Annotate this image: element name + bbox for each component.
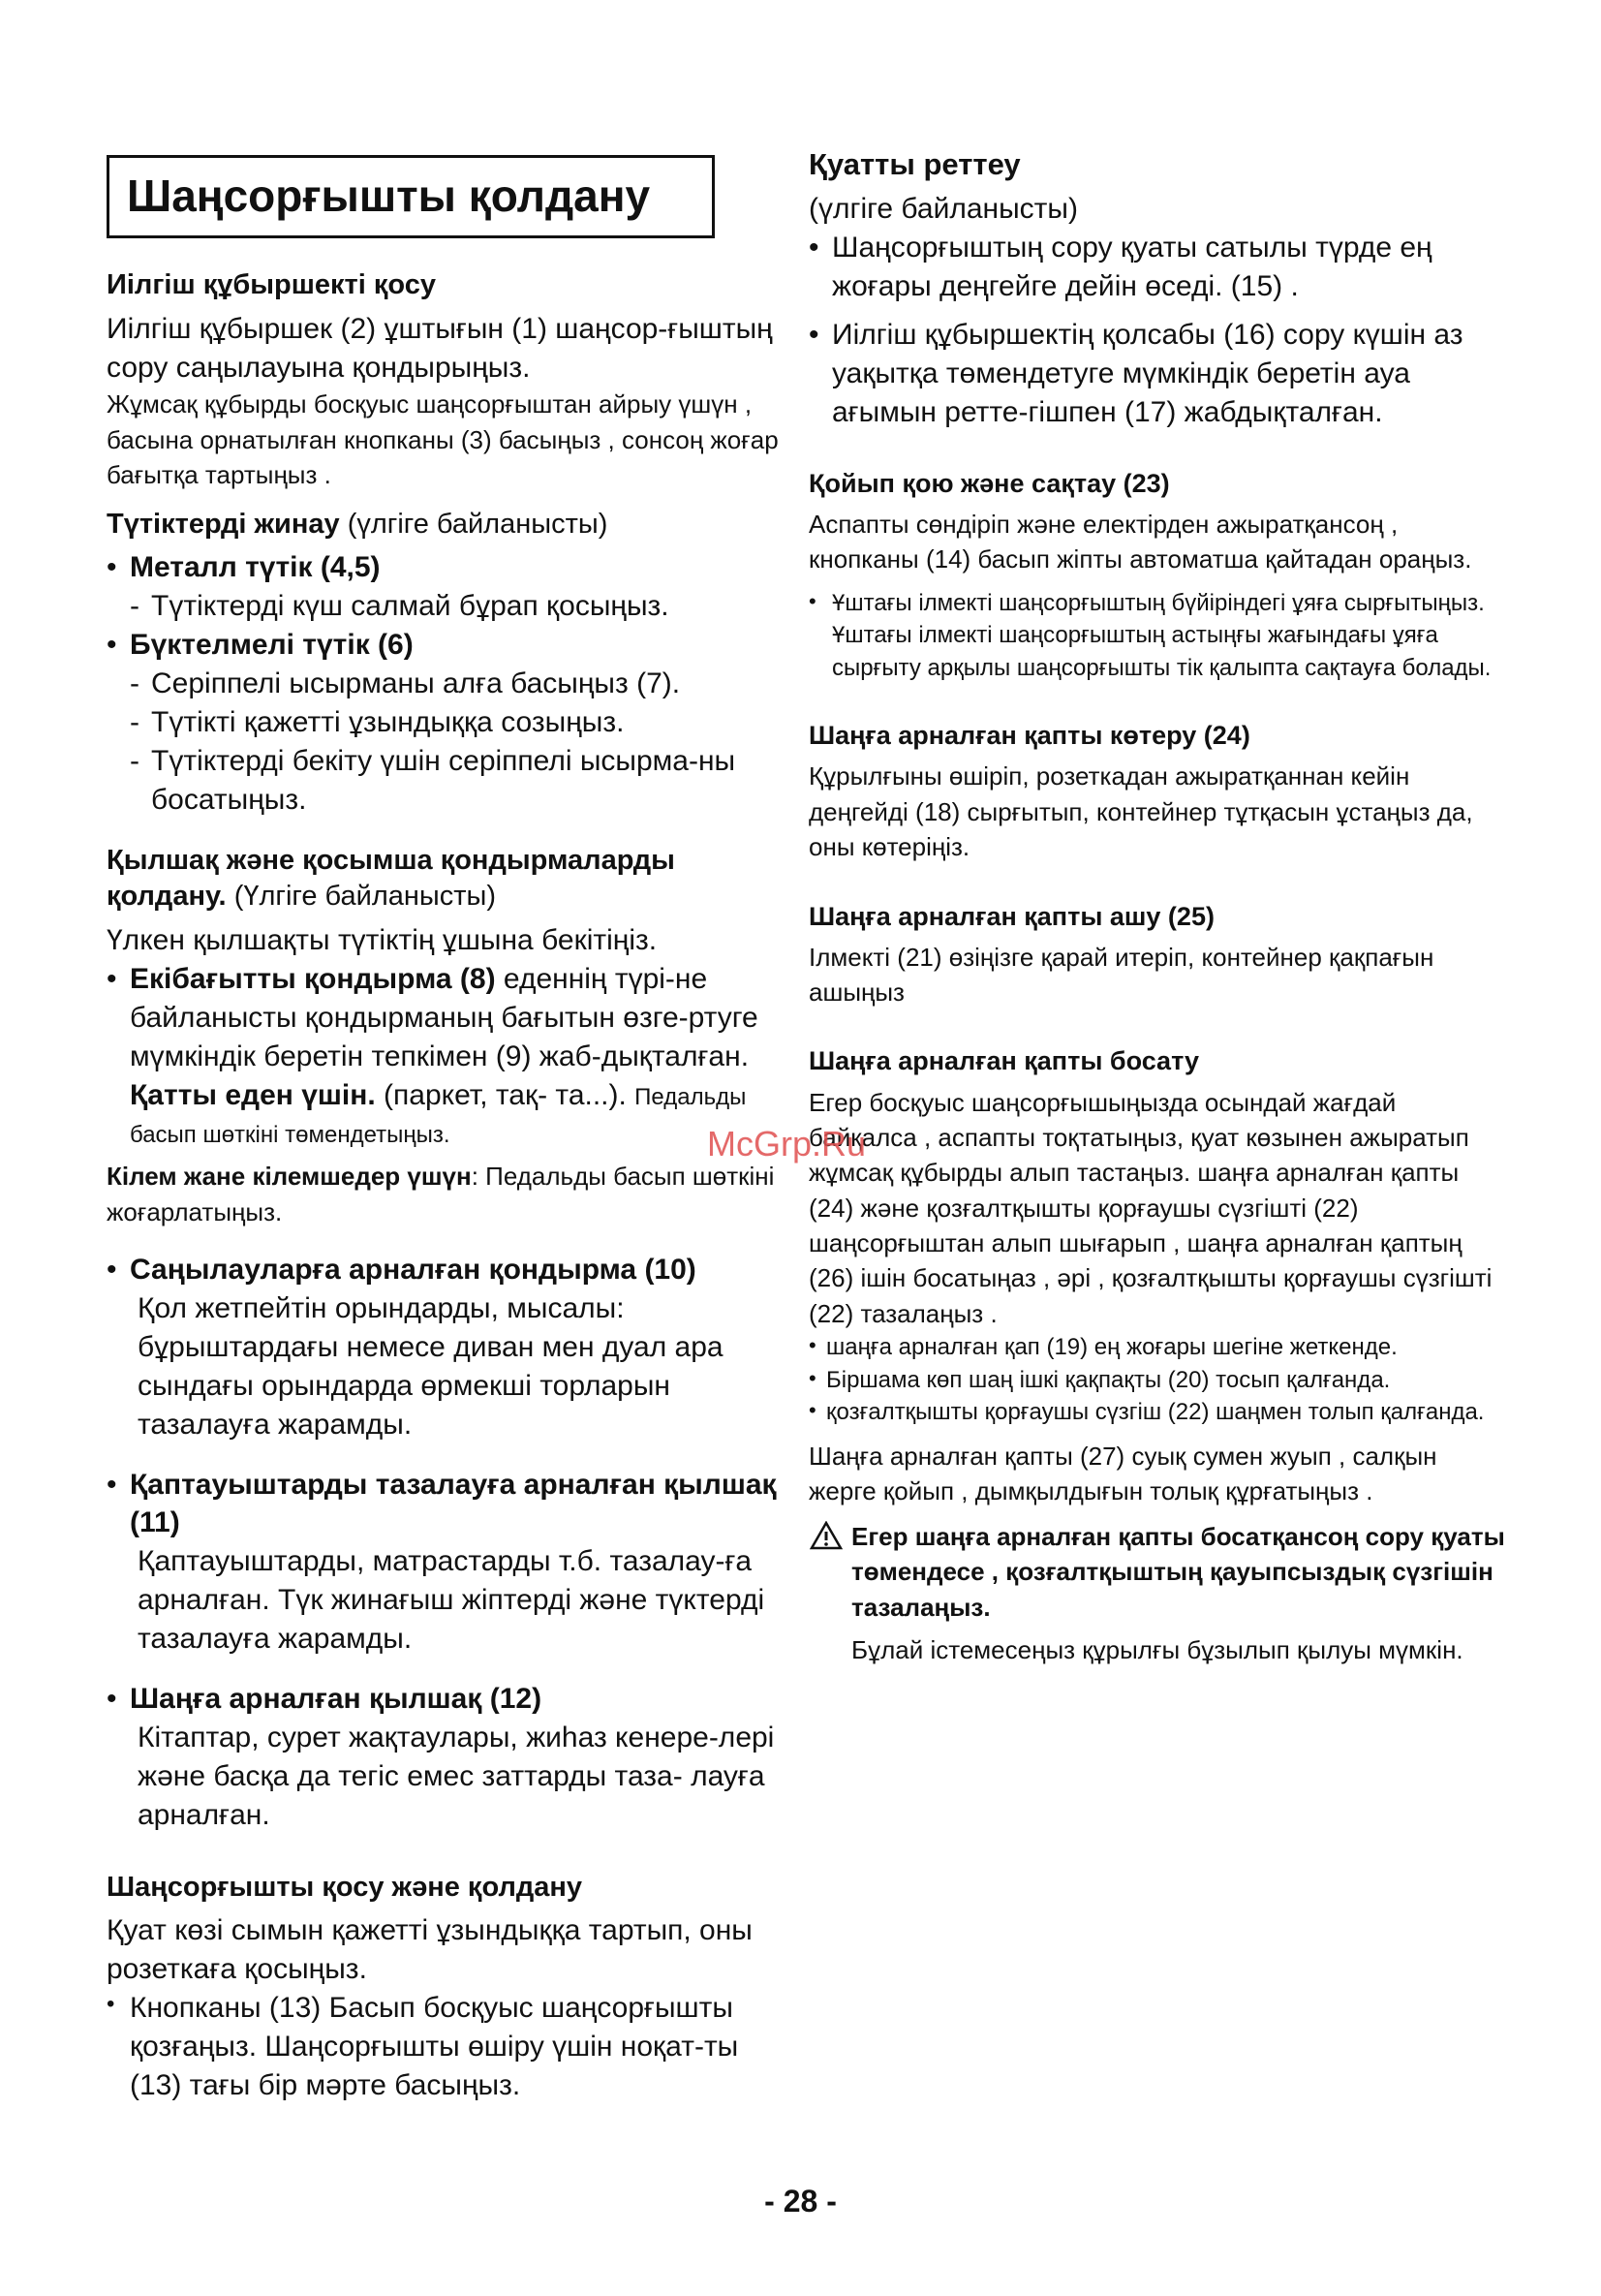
telescopic-line-3: - Түтіктерді бекіту үшін серіппелі ысырма-ны босатыңыз. [107,742,789,820]
left-column [107,145,789,2105]
two-way-nozzle-bullet: • Екібағытты қондырма (8) еденнің түрі-не байланысты қондырманың бағытын өзге-ртуге мүмкіндік беретін тепкімен (9) жаб-дықталған. Қатты еден үшін. (паркет, тақ- та...). Педальды басып шөткіні төмендетыңыз. [107,962,758,1149]
dust-brush-title: Шаңға арналған қылшақ (12) [130,1682,542,1715]
section-heading-empty-bag: Шаңға арналған қапты босату [809,1046,1199,1076]
empty-bag-subbullet-1-text: шаңға арналған қап (19) ең жоғары шегіне жеткенде. [826,1334,1398,1361]
dust-brush-bullet: • Шаңға арналған қылшақ (12) [107,1680,789,1719]
telescopic-tube-bullet: • Бүктелмелі түтік (6) [107,626,789,665]
upholstery-brush-title: Қаптауыштарды тазалауға арналған қылшақ (11) [130,1468,777,1539]
crevice-nozzle-bullet: • Саңылауларға арналған қондырма (10) [107,1251,789,1289]
empty-bag-subbullet-1: • шаңға арналған қап (19) ең жоғары шегіне жеткенде. [809,1331,1506,1364]
power-bullet-1-text: Шаңсорғыштың сору қуаты сатылы түрде ең жоғары деңгейге дейін өседі. (15) . [832,232,1432,303]
hose-text-2: Жұмсақ құбырды босқуыс шаңсорғыштан айрыу үшүн , басына орнатылған кнопканы (3) басыңыз , сонсоң жоғар бағытқа тартыңыз . [107,389,779,490]
empty-bag-subbullet-3: • қозғалтқышты қорғаушы сүзгіш (22) шаңмен толып қалғанда. [809,1396,1506,1429]
carpet-text: : Педальды басып шөткіні жоғарлатыңыз. [107,1162,775,1226]
power-bullet-2-text: Иілгіш құбыршектің қолсабы (16) сору күшін аз уақытқа төмендетуге мүмкіндік беретін ауа ағымын ретте-гішпен (17) жабдықталған. [832,318,1463,428]
warning-bold-text: Егер шаңға арналған қапты босатқансоң сору қуаты төмендесе , қозғалтқыштың қауыпсыздық сүзгішін тазалаңыз. [851,1521,1505,1622]
power-bullet-2: • Иілгіш құбыршектің қолсабы (16) сору күшін аз уақытқа төмендетуге мүмкіндік беретін ауа ағымын ретте-гішпен (17) жабдықталған. [809,316,1506,432]
dust-brush-text: Кітаптар, сурет жақтаулары, жиһаз кенере-лері және басқа да тегіс емес заттарды таза- лауға арналған. [138,1721,775,1831]
hard-floor-label: Қатты еден үшін. [130,1078,376,1111]
telescopic-tube-title: Бүктелмелі түтік (6) [130,629,414,662]
section-heading-lift-bag: Шаңға арналған қапты көтеру (24) [809,721,1250,751]
telescopic-line-3-text: Түтіктерді бекіту үшін серіппелі ысырма-ны босатыңыз. [151,744,736,816]
two-way-nozzle-text: еденнің түрі-не байланысты қондырманың бағытын өзге-ртуге мүмкіндік беретін тепкімен (9) жаб-дықталған. [130,962,758,1072]
brushes-heading-text: Қылшақ және қосымша қондырмаларды қолдану. [107,844,675,913]
empty-bag-text: Егер босқуыс шаңсорғышыңызда осындай жағдай байқалса , аспапты тоқтатыңыз, қуат көзынен ажыратып жұмсақ құбырды алып тастаңыз. шаңға арналған қапты (24) және қозғалтқышты қорғаушы сүзгішті (22) шаңсорғыштан алып шығарып , шаңға арналған қаптың (26) ішін босатыңаз , әрі , қозғалтқышты қорғаушы сүзгішті (22) тазалаңыз . [809,1087,1493,1328]
crevice-nozzle-text: Қол жетпейтін орындарды, мысалы: бұрыштардағы немесе диван мен дуал ара сындағы орындарда өрмекші торларын тазалауға жарамды. [138,1291,724,1441]
empty-bag-subbullet-3-text: қозғалтқышты қорғаушы сүзгіш (22) шаңмен толып қалғанда. [826,1399,1485,1426]
two-way-nozzle-title: Екібағытты қондырма (8) [130,962,496,995]
page-number: - 28 - [764,2184,837,2218]
upholstery-brush-bullet: • Қаптауыштарды тазалауға арналған қылшақ (11) [107,1466,789,1543]
section-heading-tubes [107,507,789,543]
watermark: McGrp.Ru [707,1124,867,1164]
empty-bag-subbullet-2-text: Біршама көп шаң ішкі қақпақты (20) тосып қалғанда. [826,1366,1391,1393]
page-title: Шаңсорғышты қолдану [107,155,715,238]
section-heading-storage: Қойып қою және сақтау (23) [809,468,1170,498]
operation-bullet: • Кнопканы (13) Басып босқуыс шаңсорғышты қозғаңыз. Шаңсорғышты өшіру үшін ноқат-ты (13) тағы бір мәрте басыңыз. [107,1989,789,2105]
metal-tube-line-text: Түтіктерді күш салмай бұрап қосыңыз. [151,590,669,623]
brushes-heading-note: (Үлгіге байланысты) [233,881,497,913]
storage-bullet-text: Ұштағы ілмекті шаңсорғыштың бүйіріндегі ұяға сырғытыңыз. Ұштағы ілмекті шаңсорғыштың астыңғы жағындағы ұяға сырғыту арқылы шаңсорғышты тік қалыпта сақтауға болады. [832,589,1492,681]
telescopic-line-2: - Түтікті қажетті ұзындыққа созыңыз. [107,703,789,742]
hard-floor-instruction: Педальды басып шөткіні төмендетыңыз. [130,1083,747,1149]
metal-tube-line: - Түтіктерді күш салмай бұрап қосыңыз. [107,587,789,626]
hose-text-1: Иілгіш құбыршек (2) ұштығын (1) шаңсор-ғыштың сору саңылауына қондырыңыз. [107,312,773,384]
empty-bag-subbullet-2: • Біршама көп шаң ішкі қақпақты (20) тосып қалғанда. [809,1364,1506,1397]
operation-bullet-text: Кнопканы (13) Басып босқуыс шаңсорғышты қозғаңыз. Шаңсорғышты өшіру үшін ноқат-ты (13) тағы бір мәрте басыңыз. [130,1992,739,2101]
section-heading-hose: Иілгіш құбыршекті қосу [107,269,436,300]
crevice-nozzle-title: Саңылауларға арналған қондырма (10) [130,1254,696,1287]
metal-tube-bullet: • Металл түтік (4,5) [107,548,789,587]
tubes-heading-note: (үлгіге байланысты) [347,508,608,540]
storage-text: Аспапты сөндіріп және електірден ажыратқансоң , кнопканы (14) басып жіпты автоматша қайтадан ораңыз. [809,509,1472,574]
hard-floor-examples: (паркет, тақ- та...). [384,1078,627,1111]
upholstery-brush-text: Қаптауыштарды, матрастарды т.б. тазалау-ға арналған. Түк жинағыш жіптерді және түктерді тазалауға жарамды. [138,1545,765,1656]
metal-tube-title: Металл түтік (4,5) [130,551,381,584]
section-heading-open-bag: Шаңға арналған қапты ашу (25) [809,901,1215,931]
operation-text: Қуат көзі сымын қажетті ұзындыққа тартып, оны розеткаға қосыңыз. [107,1914,753,1986]
warning-icon [809,1521,844,1550]
open-bag-text: Ілмекті (21) өзіңізге қарай итеріп, контейнер қақпағын ашыңыз [809,942,1434,1008]
tubes-heading-text: Түтіктерді жинау [107,508,340,540]
warning-text: Бұлай істемесеңыз құрылғы бұзылып қылуы мүмкін. [851,1635,1463,1664]
section-heading-power: Қуатты реттеу [809,147,1021,181]
section-heading-operation: Шаңсорғышты қосу және қолдану [107,1871,583,1903]
warning-block [809,1519,1506,1668]
storage-bullet: • Ұштағы ілмекті шаңсорғыштың бүйіріндегі ұяға сырғытыңыз. Ұштағы ілмекті шаңсорғыштың астыңғы жағындағы ұяға сырғыту арқылы шаңсорғышты тік қалыпта сақтауға болады. [809,587,1506,685]
telescopic-line-1-text: Серіппелі ысырманы алға басыңыз (7). [151,667,681,699]
lift-bag-text: Құрылғыны өшіріп, розеткадан ажыратқаннан кейін деңгейді (18) сырғытып, контейнер тұтқасын ұстаңыз да, оны көтеріңіз. [809,761,1473,862]
wash-bag-text: Шаңға арналған қапты (27) суық сумен жуып , салқын жерге қойып , дымқылдығын толық құрғатыңыз . [809,1442,1437,1506]
power-heading-note: (үлгіге байланысты) [809,193,1078,226]
brushes-intro: Үлкен қылшақты түтіктің ұшына бекітіңіз. [107,923,658,956]
right-column [809,145,1506,1667]
telescopic-line-2-text: Түтікті қажетті ұзындыққа созыңыз. [151,705,625,738]
telescopic-line-1: - Серіппелі ысырманы алға басыңыз (7). [107,665,789,703]
section-heading-brushes [107,843,789,915]
power-bullet-1: • Шаңсорғыштың сору қуаты сатылы түрде ең жоғары деңгейге дейін өседі. (15) . [809,229,1506,306]
carpet-label: Кілем жане кілемшедер үшүн [107,1162,472,1192]
carpet-instruction [107,1159,789,1229]
